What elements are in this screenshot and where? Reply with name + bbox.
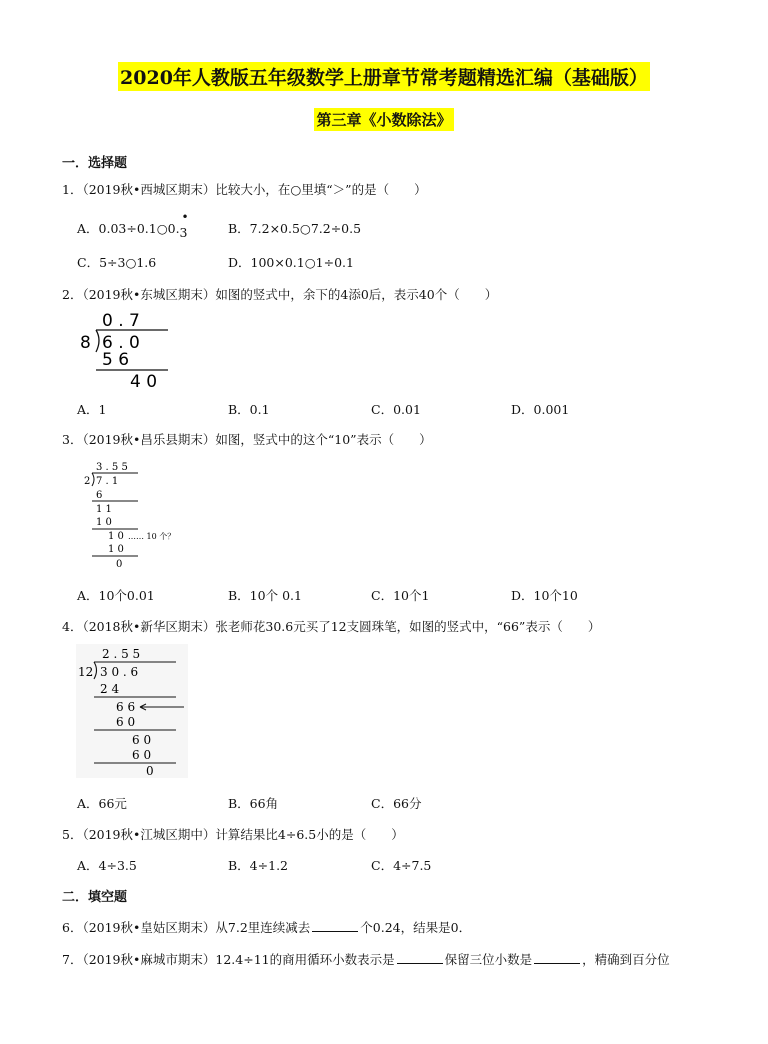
q5-option-a: A．4÷3.5 — [77, 858, 137, 873]
question-5-stem: 5．（2019秋•江城区期中）计算结果比4÷6.5小的是（ ） — [62, 827, 404, 842]
q1-option-b: B．7.2×0.5○7.2÷0.5 — [228, 221, 362, 236]
q2-long-division-figure — [76, 308, 176, 392]
q2-option-c: C．0.01 — [371, 402, 421, 417]
q2-dividend: 6 . 0 — [102, 333, 140, 353]
q2-option-a: A．1 — [77, 402, 107, 417]
chapter-title: 第三章《小数除法》 — [314, 108, 453, 131]
q3-step-3: 1 0 — [96, 517, 112, 528]
q4-step-4: 6 0 — [132, 733, 152, 747]
q4-step-1: 2 4 — [100, 682, 120, 696]
question-3-stem: 3．（2019秋•昌乐县期末）如图，竖式中的这个“10”表示（ ） — [62, 432, 432, 447]
q1-option-d: D．100×0.1○1÷0.1 — [228, 255, 354, 270]
question-1-stem: 1．（2019秋•西城区期末）比较大小，在○里填“＞”的是（ ） — [62, 182, 427, 197]
question-4-stem: 4．（2018秋•新华区期末）张老师花30.6元买了12支圆珠笔，如图的竖式中，“66”表示（ ） — [62, 619, 601, 634]
q4-step-3: 6 0 — [116, 715, 136, 729]
q3-step-2: 1 1 — [96, 504, 112, 515]
q2-option-d: D．0.001 — [511, 402, 570, 417]
q4-quotient: 2 . 5 5 — [102, 647, 141, 661]
q2-quotient: 0 . 7 — [102, 311, 140, 331]
q2-divisor: 8 — [80, 333, 91, 353]
q2-remainder: 4 0 — [130, 372, 158, 392]
q4-option-a: A．66元 — [77, 796, 127, 811]
q3-quotient: 3 . 5 5 — [96, 462, 128, 473]
q4-long-division-figure — [76, 644, 188, 778]
q6-text-before: 6．（2019秋•皇姑区期末）从7.2里连续减去 — [62, 920, 311, 935]
q7-text-before: 7．（2019秋•麻城市期末）12.4÷11的商用循环小数表示是 — [62, 952, 395, 967]
q1-option-c: C．5÷3○1.6 — [77, 255, 157, 270]
q3-step-5: 1 0 — [108, 544, 124, 555]
q3-option-a: A．10个0.01 — [77, 588, 155, 603]
q3-step-4: 1 0 — [108, 531, 124, 542]
section-fill-heading: 二．填空题 — [62, 890, 128, 905]
q7-text-after: ，精确到百分位 — [582, 952, 670, 967]
q3-remainder: 0 — [116, 559, 123, 570]
q3-dividend: 7 . 1 — [96, 476, 119, 487]
q5-option-b: B．4÷1.2 — [228, 858, 288, 873]
title-block — [0, 62, 768, 91]
q3-option-c: C．10个1 — [371, 588, 430, 603]
q3-option-d: D．10个10 — [511, 588, 578, 603]
q5-option-c: C．4÷7.5 — [371, 858, 432, 873]
q6-blank[interactable] — [312, 919, 358, 932]
document-title: 2020年人教版五年级数学上册章节常考题精选汇编（基础版） — [118, 62, 650, 91]
q7-blank-2[interactable] — [534, 951, 580, 964]
section-choice-heading: 一．选择题 — [62, 156, 128, 171]
q4-option-b: B．66角 — [228, 796, 279, 811]
q3-step-1: 6 — [96, 490, 103, 501]
subtitle-block — [0, 108, 768, 131]
q4-divisor: 12 — [78, 665, 94, 679]
q7-blank-1[interactable] — [397, 951, 443, 964]
q3-divisor: 2 — [84, 476, 91, 487]
question-2-stem: 2．（2019秋•东城区期末）如图的竖式中，余下的4添0后，表示40个（ ） — [62, 287, 498, 302]
q1-option-a-text: A．0.03÷0.1○0. — [77, 221, 180, 236]
q4-option-c: C．66分 — [371, 796, 422, 811]
q6-text-after: 个0.24，结果是0． — [360, 920, 472, 935]
question-6 — [62, 918, 471, 936]
q3-option-b: B．10个 0.1 — [228, 588, 302, 603]
q3-annotation: …… 10 个？ — [128, 532, 176, 541]
repeating-digit — [179, 210, 189, 240]
q1-option-a-repeat: 3 — [179, 225, 188, 240]
q4-remainder: 0 — [146, 764, 154, 778]
q4-step-5: 6 0 — [132, 748, 152, 762]
q2-product: 5 6 — [102, 350, 130, 370]
repeat-dot-icon: • — [181, 210, 189, 224]
q4-step-2: 6 6 — [116, 700, 136, 714]
q3-long-division-figure — [82, 459, 212, 571]
q2-option-b: B．0.1 — [228, 402, 270, 417]
q7-text-middle: 保留三位小数是 — [444, 952, 533, 967]
q1-option-a — [77, 210, 189, 240]
q4-dividend: 3 0 . 6 — [100, 665, 139, 679]
question-7 — [62, 950, 670, 968]
